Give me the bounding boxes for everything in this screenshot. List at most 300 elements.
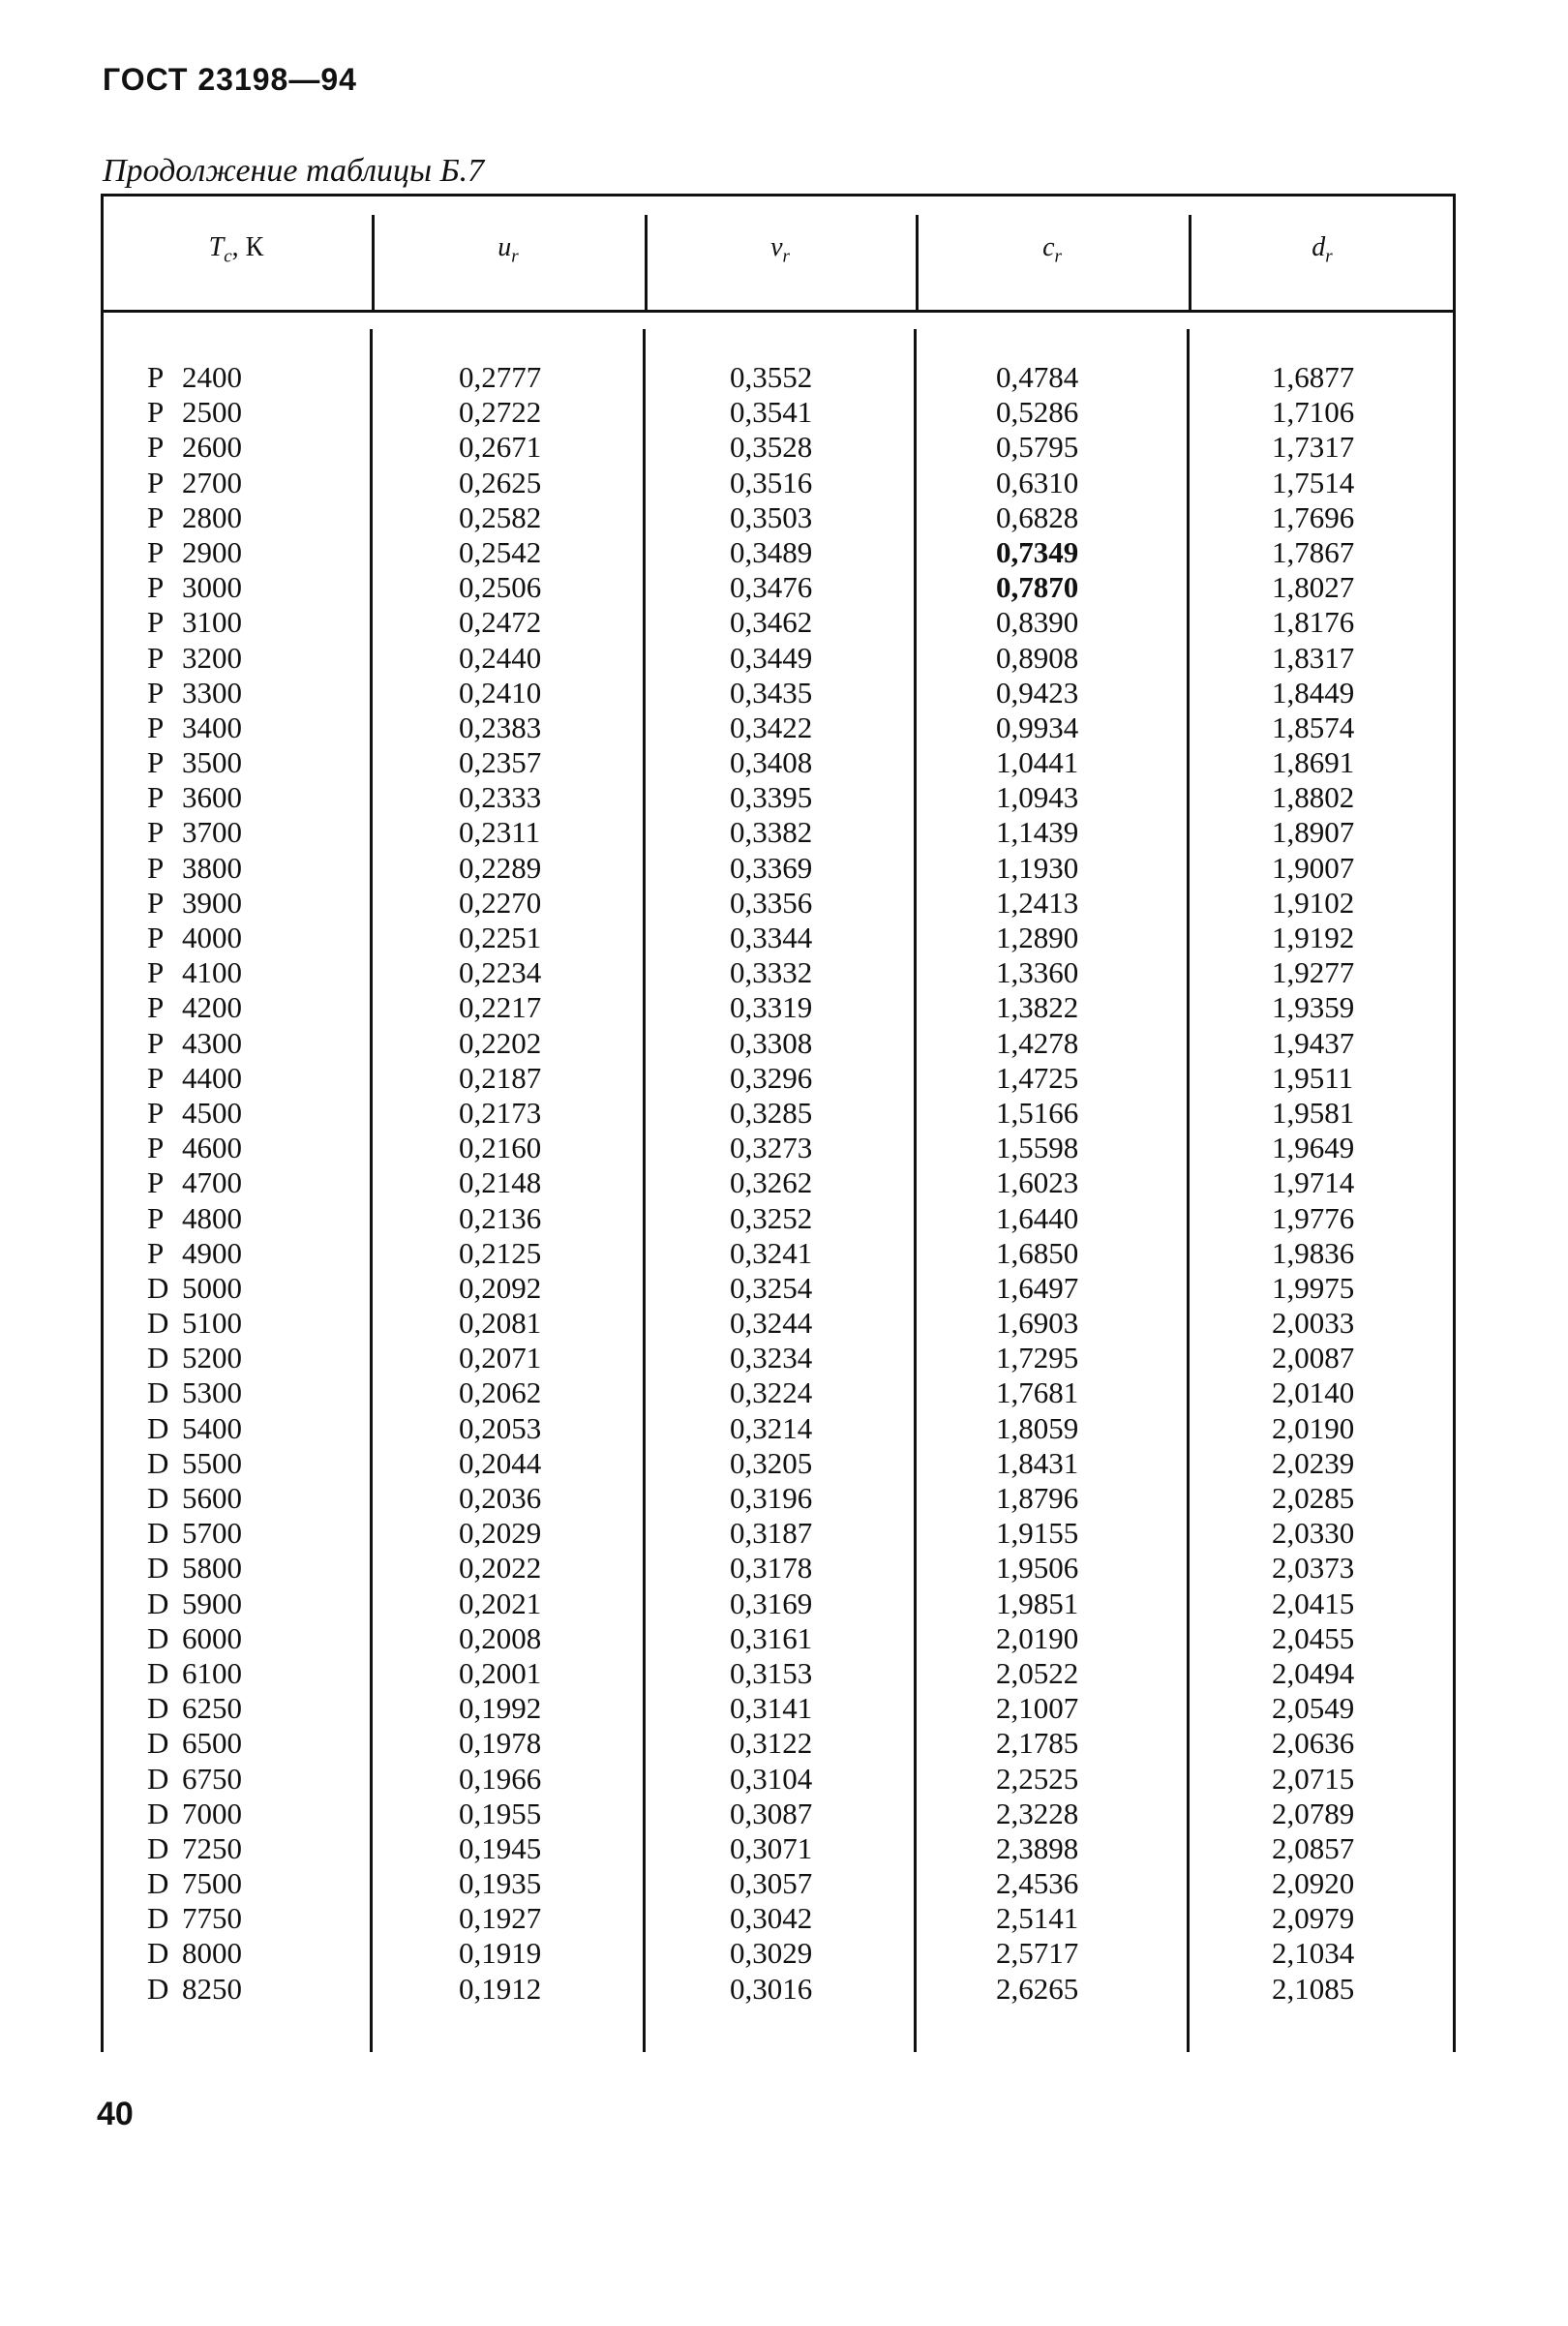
temperature-value: 4300 (182, 1025, 242, 1060)
dr-cell: 1,8176 (1272, 605, 1355, 640)
temperature-value: 4100 (182, 955, 242, 990)
vr-cell: 0,3016 (730, 1971, 813, 2006)
ur-cell: 0,2125 (459, 1235, 542, 1270)
dr-cell: 1,8027 (1272, 570, 1355, 605)
header-subscript: c (224, 246, 232, 267)
data-table (101, 194, 1456, 2081)
cr-cell: 1,2890 (996, 921, 1079, 954)
dr-cell: 1,7317 (1272, 430, 1355, 465)
ur-cell: 0,2671 (459, 430, 542, 465)
tc-cell (147, 1411, 242, 1446)
ur-cell: 0,2092 (459, 1270, 542, 1305)
tc-cell (147, 1446, 242, 1481)
ur-cell: 0,1935 (459, 1866, 542, 1901)
ur-cell: 0,2506 (459, 570, 542, 605)
cr-cell: 2,4536 (996, 1866, 1079, 1901)
ur-cell: 0,1978 (459, 1726, 542, 1761)
table-row (101, 1096, 1456, 1131)
source-code: P (147, 605, 165, 640)
vr-cell: 0,3153 (730, 1655, 813, 1690)
dr-cell: 1,8802 (1272, 780, 1355, 815)
table-row (101, 1165, 1456, 1200)
dr-cell: 2,0455 (1272, 1620, 1355, 1655)
cr-cell: 0,5286 (996, 395, 1079, 430)
table-row (101, 1691, 1456, 1726)
table-row (101, 1341, 1456, 1375)
header-unit: , К (231, 232, 264, 262)
vr-cell: 0,3187 (730, 1516, 813, 1551)
table-row (101, 815, 1456, 850)
vr-cell: 0,3462 (730, 605, 813, 640)
cr-cell: 2,0190 (996, 1620, 1079, 1655)
source-code: P (147, 395, 165, 430)
tc-cell (147, 1306, 242, 1341)
temperature-value: 4800 (182, 1200, 242, 1235)
cr-cell: 1,1930 (996, 850, 1079, 885)
dr-cell: 1,8574 (1272, 710, 1355, 744)
table-row (101, 1831, 1456, 1866)
dr-cell: 2,0494 (1272, 1655, 1355, 1690)
dr-cell: 1,9581 (1272, 1095, 1355, 1130)
vr-cell: 0,3161 (730, 1620, 813, 1655)
dr-cell: 1,9277 (1272, 955, 1355, 990)
temperature-value: 4400 (182, 1060, 242, 1095)
dr-cell: 1,8907 (1272, 815, 1355, 850)
cr-cell: 1,9506 (996, 1551, 1079, 1586)
dr-cell: 1,9192 (1272, 921, 1355, 954)
ur-cell: 0,2029 (459, 1516, 542, 1551)
ur-cell: 0,2202 (459, 1025, 542, 1060)
vr-cell: 0,3516 (730, 465, 813, 499)
tc-cell (147, 430, 242, 465)
cr-cell: 1,9851 (996, 1586, 1079, 1620)
dr-cell: 1,9102 (1272, 885, 1355, 920)
temperature-value: 3100 (182, 605, 242, 640)
page-number: 40 (97, 2096, 134, 2132)
dr-cell: 2,0087 (1272, 1341, 1355, 1375)
table-row (101, 570, 1456, 605)
vr-cell: 0,3552 (730, 360, 813, 394)
table-row (101, 1936, 1456, 1971)
cr-cell: 0,4784 (996, 360, 1079, 394)
tc-cell (147, 1831, 242, 1866)
cr-cell: 0,5795 (996, 430, 1079, 465)
tc-cell (147, 535, 242, 570)
dr-cell: 1,9007 (1272, 850, 1355, 885)
table-row (101, 1446, 1456, 1481)
cr-cell: 1,6903 (996, 1306, 1079, 1341)
table-row (101, 1201, 1456, 1236)
temperature-value: 4600 (182, 1131, 242, 1165)
temperature-value: 6500 (182, 1726, 242, 1761)
temperature-value: 5700 (182, 1516, 242, 1551)
vr-cell: 0,3369 (730, 850, 813, 885)
source-code: P (147, 921, 165, 954)
temperature-value: 3200 (182, 640, 242, 675)
cr-cell: 2,6265 (996, 1971, 1079, 2006)
dr-cell: 1,6877 (1272, 360, 1355, 394)
table-row (101, 1306, 1456, 1341)
ur-cell: 0,2357 (459, 745, 542, 780)
temperature-value: 3600 (182, 780, 242, 815)
source-code: P (147, 1200, 165, 1235)
ur-cell: 0,2234 (459, 955, 542, 990)
vr-cell: 0,3029 (730, 1936, 813, 1971)
ur-cell: 0,2625 (459, 465, 542, 499)
cr-cell: 2,5717 (996, 1936, 1079, 1971)
tc-cell (147, 1096, 242, 1131)
dr-cell: 1,7867 (1272, 534, 1355, 569)
source-code: D (147, 1516, 169, 1551)
ur-cell: 0,2053 (459, 1410, 542, 1445)
vr-cell: 0,3296 (730, 1060, 813, 1095)
source-code: P (147, 499, 165, 534)
temperature-value: 2800 (182, 499, 242, 534)
ur-cell: 0,2008 (459, 1620, 542, 1655)
cr-cell: 2,3898 (996, 1830, 1079, 1865)
dr-cell: 1,9649 (1272, 1131, 1355, 1165)
source-code: D (147, 1936, 169, 1971)
source-code: P (147, 570, 165, 605)
temperature-value: 5800 (182, 1551, 242, 1586)
cr-cell: 1,4725 (996, 1060, 1079, 1095)
header-symbol: v (770, 232, 783, 262)
tc-cell (147, 1341, 242, 1375)
table-row (101, 1026, 1456, 1061)
table-row (101, 1516, 1456, 1551)
table-row (101, 921, 1456, 955)
dr-cell: 2,0979 (1272, 1901, 1355, 1936)
temperature-value: 7750 (182, 1901, 242, 1936)
tc-cell (147, 1236, 242, 1271)
table-row (101, 605, 1456, 640)
tc-cell (147, 851, 242, 886)
source-code: P (147, 780, 165, 815)
dr-cell: 1,8317 (1272, 640, 1355, 675)
cr-cell: 0,7349 (996, 534, 1079, 569)
temperature-value: 8250 (182, 1971, 242, 2006)
table-row (101, 466, 1456, 500)
temperature-value: 5500 (182, 1445, 242, 1480)
cr-cell: 2,0522 (996, 1655, 1079, 1690)
cr-cell: 0,9934 (996, 710, 1079, 744)
vr-cell: 0,3254 (730, 1270, 813, 1305)
source-code: D (147, 1691, 169, 1726)
table-row (101, 1726, 1456, 1761)
table-row (101, 1797, 1456, 1831)
cr-cell: 0,6828 (996, 499, 1079, 534)
source-code: P (147, 675, 165, 710)
source-code: P (147, 1095, 165, 1130)
table-row (101, 851, 1456, 886)
cr-cell: 1,1439 (996, 815, 1079, 850)
vr-cell: 0,3071 (730, 1830, 813, 1865)
ur-cell: 0,1912 (459, 1971, 542, 2006)
dr-cell: 2,0715 (1272, 1761, 1355, 1796)
tc-cell (147, 605, 242, 640)
vr-cell: 0,3449 (730, 640, 813, 675)
header-subscript: r (1054, 246, 1062, 267)
temperature-value: 6750 (182, 1761, 242, 1796)
table-caption: Продолжение таблицы Б.7 (103, 153, 485, 189)
vr-cell: 0,3489 (730, 534, 813, 569)
temperature-value: 2900 (182, 534, 242, 569)
table-row (101, 641, 1456, 676)
cr-cell: 1,6850 (996, 1235, 1079, 1270)
temperature-value: 4900 (182, 1235, 242, 1270)
column-header-tc (101, 232, 372, 268)
ur-cell: 0,2001 (459, 1655, 542, 1690)
cr-cell: 1,8796 (996, 1481, 1079, 1515)
temperature-value: 6250 (182, 1691, 242, 1726)
dr-cell: 2,0330 (1272, 1516, 1355, 1551)
vr-cell: 0,3541 (730, 395, 813, 430)
vr-cell: 0,3262 (730, 1165, 813, 1200)
temperature-value: 5200 (182, 1341, 242, 1375)
vr-cell: 0,3169 (730, 1586, 813, 1620)
tc-cell (147, 1061, 242, 1096)
ur-cell: 0,2311 (459, 815, 541, 850)
header-symbol: c (1042, 232, 1055, 262)
tc-cell (147, 1621, 242, 1656)
temperature-value: 3400 (182, 710, 242, 744)
cr-cell: 1,3822 (996, 990, 1079, 1025)
table-row (101, 1621, 1456, 1656)
ur-cell: 0,2217 (459, 990, 542, 1025)
tc-cell (147, 921, 242, 955)
temperature-value: 6000 (182, 1620, 242, 1655)
vr-cell: 0,3252 (730, 1200, 813, 1235)
table-header-rule (101, 310, 1456, 313)
dr-cell: 2,0140 (1272, 1375, 1355, 1410)
temperature-value: 7000 (182, 1796, 242, 1830)
dr-cell: 1,7514 (1272, 465, 1355, 499)
cr-cell: 0,6310 (996, 465, 1079, 499)
table-row (101, 1131, 1456, 1165)
dr-cell: 2,0190 (1272, 1410, 1355, 1445)
tc-cell (147, 1866, 242, 1901)
document-code: ГОСТ 23198—94 (103, 62, 357, 97)
vr-cell: 0,3241 (730, 1235, 813, 1270)
vr-cell: 0,3214 (730, 1410, 813, 1445)
table-row (101, 1762, 1456, 1797)
dr-cell: 1,9359 (1272, 990, 1355, 1025)
source-code: P (147, 745, 165, 780)
vr-cell: 0,3422 (730, 710, 813, 744)
vr-cell: 0,3273 (730, 1131, 813, 1165)
ur-cell: 0,2148 (459, 1165, 542, 1200)
temperature-value: 6100 (182, 1655, 242, 1690)
cr-cell: 0,7870 (996, 570, 1079, 605)
cr-cell: 1,6497 (996, 1270, 1079, 1305)
tc-cell (147, 780, 242, 815)
ur-cell: 0,2160 (459, 1131, 542, 1165)
cr-cell: 1,6023 (996, 1165, 1079, 1200)
dr-cell: 1,7106 (1272, 395, 1355, 430)
temperature-value: 8000 (182, 1936, 242, 1971)
cr-cell: 1,5598 (996, 1131, 1079, 1165)
header-symbol: u (498, 232, 512, 262)
tc-cell (147, 1691, 242, 1726)
tc-cell (147, 1131, 242, 1165)
temperature-value: 2700 (182, 465, 242, 499)
tc-cell (147, 395, 242, 430)
dr-cell: 2,1034 (1272, 1936, 1355, 1971)
source-code: P (147, 710, 165, 744)
dr-cell: 1,9511 (1272, 1060, 1354, 1095)
source-code: D (147, 1551, 169, 1586)
ur-cell: 0,2173 (459, 1095, 542, 1130)
cr-cell: 0,8908 (996, 640, 1079, 675)
cr-cell: 0,9423 (996, 675, 1079, 710)
tc-cell (147, 1936, 242, 1971)
source-code: P (147, 640, 165, 675)
temperature-value: 3000 (182, 570, 242, 605)
source-code: P (147, 1165, 165, 1200)
source-code: P (147, 990, 165, 1025)
cr-cell: 1,0441 (996, 745, 1079, 780)
dr-cell: 1,9776 (1272, 1200, 1355, 1235)
table-row (101, 1236, 1456, 1271)
tc-cell (147, 1797, 242, 1831)
tc-cell (147, 570, 242, 605)
source-code: D (147, 1866, 169, 1901)
table-row (101, 1061, 1456, 1096)
tc-cell (147, 745, 242, 780)
header-symbol: d (1312, 232, 1326, 262)
source-code: P (147, 885, 165, 920)
source-code: P (147, 815, 165, 850)
ur-cell: 0,2270 (459, 885, 542, 920)
ur-cell: 0,2187 (459, 1060, 542, 1095)
vr-cell: 0,3205 (730, 1445, 813, 1480)
column-header-vr (645, 232, 916, 268)
ur-cell: 0,1955 (459, 1796, 542, 1830)
ur-cell: 0,2722 (459, 395, 542, 430)
vr-cell: 0,3178 (730, 1551, 813, 1586)
source-code: D (147, 1481, 169, 1515)
ur-cell: 0,1966 (459, 1761, 542, 1796)
ur-cell: 0,2022 (459, 1551, 542, 1586)
temperature-value: 5100 (182, 1306, 242, 1341)
table-body (101, 360, 1456, 2007)
column-header-cr (916, 232, 1189, 268)
dr-cell: 2,0920 (1272, 1866, 1355, 1901)
temperature-value: 2600 (182, 430, 242, 465)
source-code: D (147, 1270, 169, 1305)
vr-cell: 0,3344 (730, 921, 813, 954)
cr-cell: 1,9155 (996, 1516, 1079, 1551)
source-code: D (147, 1620, 169, 1655)
ur-cell: 0,2251 (459, 921, 542, 954)
temperature-value: 3900 (182, 885, 242, 920)
vr-cell: 0,3503 (730, 499, 813, 534)
table-row (101, 886, 1456, 921)
source-code: D (147, 1445, 169, 1480)
temperature-value: 7500 (182, 1866, 242, 1901)
tc-cell (147, 1165, 242, 1200)
ur-cell: 0,2777 (459, 360, 542, 394)
vr-cell: 0,3104 (730, 1761, 813, 1796)
table-row (101, 1411, 1456, 1446)
ur-cell: 0,2333 (459, 780, 542, 815)
table-row (101, 1375, 1456, 1410)
temperature-value: 3800 (182, 850, 242, 885)
tc-cell (147, 676, 242, 710)
tc-cell (147, 990, 242, 1025)
temperature-value: 7250 (182, 1830, 242, 1865)
ur-cell: 0,1927 (459, 1901, 542, 1936)
source-code: P (147, 850, 165, 885)
table-row (101, 955, 1456, 990)
tc-cell (147, 360, 242, 395)
dr-cell: 2,1085 (1272, 1971, 1355, 2006)
source-code: D (147, 1901, 169, 1936)
cr-cell: 2,1785 (996, 1726, 1079, 1761)
header-subscript: r (782, 246, 790, 267)
dr-cell: 1,8691 (1272, 745, 1355, 780)
table-row (101, 1551, 1456, 1586)
vr-cell: 0,3332 (730, 955, 813, 990)
table-row (101, 745, 1456, 780)
dr-cell: 2,0285 (1272, 1481, 1355, 1515)
dr-cell: 2,0636 (1272, 1726, 1355, 1761)
vr-cell: 0,3224 (730, 1375, 813, 1410)
cr-cell: 1,6440 (996, 1200, 1079, 1235)
tc-cell (147, 1201, 242, 1236)
ur-cell: 0,1945 (459, 1830, 542, 1865)
table-header-row (101, 194, 1456, 310)
source-code: P (147, 955, 165, 990)
source-code: D (147, 1410, 169, 1445)
table-row (101, 395, 1456, 430)
table-row (101, 1656, 1456, 1691)
table-row (101, 500, 1456, 535)
ur-cell: 0,2036 (459, 1481, 542, 1515)
tc-cell (147, 1586, 242, 1621)
source-code: P (147, 1060, 165, 1095)
tc-cell (147, 1762, 242, 1797)
source-code: D (147, 1726, 169, 1761)
dr-cell: 1,7696 (1272, 499, 1355, 534)
temperature-value: 4500 (182, 1095, 242, 1130)
column-header-dr (1189, 232, 1456, 268)
dr-cell: 2,0415 (1272, 1586, 1355, 1620)
table-row (101, 1481, 1456, 1516)
temperature-value: 5300 (182, 1375, 242, 1410)
vr-cell: 0,3196 (730, 1481, 813, 1515)
vr-cell: 0,3382 (730, 815, 813, 850)
source-code: P (147, 360, 165, 394)
temperature-value: 4700 (182, 1165, 242, 1200)
tc-cell (147, 1551, 242, 1586)
source-code: D (147, 1796, 169, 1830)
vr-cell: 0,3319 (730, 990, 813, 1025)
table-row (101, 1586, 1456, 1621)
tc-cell (147, 1726, 242, 1761)
tc-cell (147, 955, 242, 990)
tc-cell (147, 1481, 242, 1516)
temperature-value: 5400 (182, 1410, 242, 1445)
temperature-value: 3500 (182, 745, 242, 780)
ur-cell: 0,2021 (459, 1586, 542, 1620)
ur-cell: 0,2542 (459, 534, 542, 569)
ur-cell: 0,1992 (459, 1691, 542, 1726)
vr-cell: 0,3244 (730, 1306, 813, 1341)
tc-cell (147, 1656, 242, 1691)
vr-cell: 0,3528 (730, 430, 813, 465)
table-row (101, 990, 1456, 1025)
